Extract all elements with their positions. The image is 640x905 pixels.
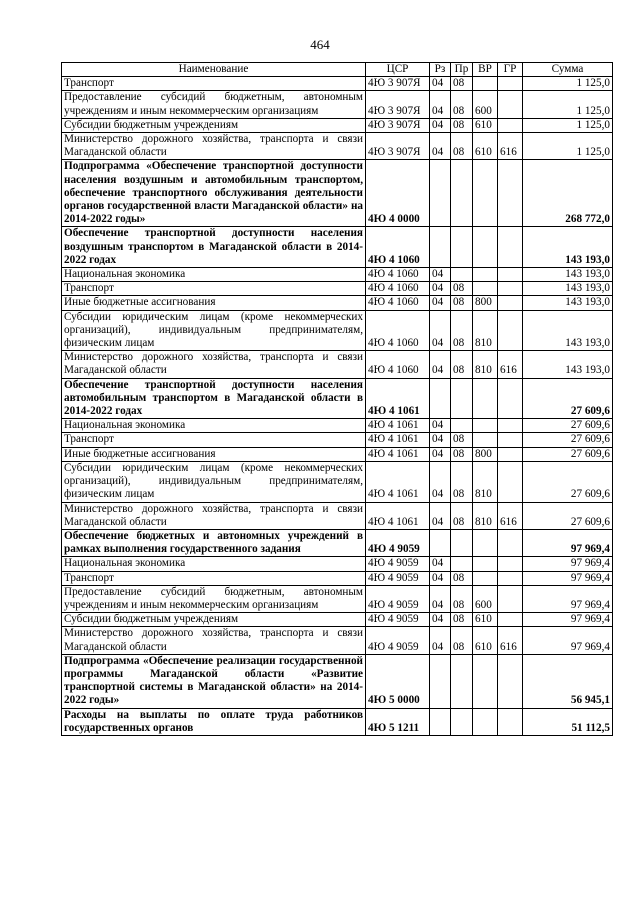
cell-vr: 600 — [473, 91, 498, 118]
cell-csr: 4Ю 4 1061 — [366, 378, 430, 419]
cell-gr: 616 — [498, 351, 523, 378]
cell-vr — [473, 268, 498, 282]
cell-vr — [473, 378, 498, 419]
cell-sum: 268 772,0 — [523, 160, 613, 227]
cell-sum: 97 969,4 — [523, 529, 613, 556]
cell-pr: 08 — [451, 282, 473, 296]
cell-csr: 4Ю 4 9059 — [366, 557, 430, 571]
header-gr: ГР — [498, 63, 523, 77]
cell-vr — [473, 282, 498, 296]
cell-vr: 610 — [473, 627, 498, 654]
cell-vr — [473, 708, 498, 735]
cell-rz — [430, 708, 451, 735]
cell-pr — [451, 160, 473, 227]
cell-csr: 4Ю 4 1061 — [366, 461, 430, 502]
cell-vr — [473, 571, 498, 585]
table-row — [62, 77, 613, 91]
cell-name: Субсидии бюджетным учреждениям — [62, 118, 366, 132]
cell-pr: 08 — [451, 461, 473, 502]
cell-gr — [498, 571, 523, 585]
header-vr: ВР — [473, 63, 498, 77]
cell-vr — [473, 557, 498, 571]
cell-csr: 4Ю 4 9059 — [366, 529, 430, 556]
cell-pr: 08 — [451, 91, 473, 118]
cell-csr: 4Ю 3 907Я — [366, 77, 430, 91]
header-csr: ЦСР — [366, 63, 430, 77]
cell-gr — [498, 585, 523, 612]
cell-csr: 4Ю 3 907Я — [366, 118, 430, 132]
cell-sum: 143 193,0 — [523, 268, 613, 282]
table-row — [62, 351, 613, 378]
cell-pr — [451, 529, 473, 556]
budget-table — [61, 62, 613, 736]
cell-rz: 04 — [430, 613, 451, 627]
cell-pr: 08 — [451, 613, 473, 627]
cell-csr: 4Ю 4 9059 — [366, 571, 430, 585]
cell-csr: 4Ю 4 9059 — [366, 627, 430, 654]
cell-rz: 04 — [430, 296, 451, 310]
cell-rz — [430, 529, 451, 556]
cell-vr: 800 — [473, 447, 498, 461]
cell-pr — [451, 378, 473, 419]
cell-name: Министерство дорожного хозяйства, транспорта и связи Магаданской области — [62, 133, 366, 160]
cell-csr: 4Ю 4 1060 — [366, 268, 430, 282]
cell-name: Подпрограмма «Обеспечение транспортной доступности населения воздушным и автомобильным транспортом, обеспечение транспортного обслуживания деятельности органов государственной власти Магаданской области» на 2014-2022 годы» — [62, 160, 366, 227]
header-name: Наименование — [62, 63, 366, 77]
cell-name: Предоставление субсидий бюджетным, автономным учреждениям и иным некоммерческим организациям — [62, 585, 366, 612]
cell-pr: 08 — [451, 351, 473, 378]
cell-csr: 4Ю 4 1060 — [366, 296, 430, 310]
cell-name: Расходы на выплаты по оплате труда работников государственных органов — [62, 708, 366, 735]
cell-pr — [451, 419, 473, 433]
table-row — [62, 627, 613, 654]
cell-rz: 04 — [430, 282, 451, 296]
cell-vr: 810 — [473, 461, 498, 502]
table-row — [62, 268, 613, 282]
cell-gr — [498, 227, 523, 268]
cell-vr: 810 — [473, 502, 498, 529]
cell-vr — [473, 433, 498, 447]
cell-sum: 1 125,0 — [523, 91, 613, 118]
cell-rz: 04 — [430, 268, 451, 282]
cell-csr: 4Ю 5 1211 — [366, 708, 430, 735]
cell-pr: 08 — [451, 627, 473, 654]
cell-sum: 97 969,4 — [523, 557, 613, 571]
cell-vr: 810 — [473, 351, 498, 378]
cell-csr: 4Ю 4 1060 — [366, 310, 430, 351]
cell-sum: 1 125,0 — [523, 118, 613, 132]
table-row — [62, 433, 613, 447]
table-row — [62, 613, 613, 627]
cell-rz: 04 — [430, 447, 451, 461]
cell-rz: 04 — [430, 461, 451, 502]
cell-sum: 97 969,4 — [523, 613, 613, 627]
table-row — [62, 654, 613, 708]
cell-sum: 143 193,0 — [523, 227, 613, 268]
cell-csr: 4Ю 4 1061 — [366, 419, 430, 433]
cell-pr: 08 — [451, 296, 473, 310]
table-body — [62, 77, 613, 736]
header-rz: Рз — [430, 63, 451, 77]
cell-gr — [498, 378, 523, 419]
page-number: 464 — [310, 37, 330, 52]
table-row — [62, 378, 613, 419]
cell-sum: 143 193,0 — [523, 296, 613, 310]
cell-name: Транспорт — [62, 77, 366, 91]
table-row — [62, 282, 613, 296]
cell-rz: 04 — [430, 502, 451, 529]
table-row — [62, 585, 613, 612]
cell-csr: 4Ю 4 1061 — [366, 447, 430, 461]
cell-vr: 810 — [473, 310, 498, 351]
header-pr: Пр — [451, 63, 473, 77]
table-row — [62, 708, 613, 735]
cell-pr — [451, 708, 473, 735]
cell-sum: 27 609,6 — [523, 378, 613, 419]
cell-sum: 27 609,6 — [523, 419, 613, 433]
cell-csr: 4Ю 4 1060 — [366, 351, 430, 378]
cell-rz — [430, 378, 451, 419]
cell-name: Субсидии юридическим лицам (кроме некоммерческих организаций), индивидуальным предпринимателям, физическим лицам — [62, 461, 366, 502]
cell-pr — [451, 227, 473, 268]
cell-rz: 04 — [430, 557, 451, 571]
table-row — [62, 502, 613, 529]
table-row — [62, 91, 613, 118]
cell-sum: 97 969,4 — [523, 627, 613, 654]
cell-vr — [473, 227, 498, 268]
cell-name: Министерство дорожного хозяйства, транспорта и связи Магаданской области — [62, 502, 366, 529]
cell-gr — [498, 419, 523, 433]
cell-vr — [473, 77, 498, 91]
table-row — [62, 419, 613, 433]
table-row — [62, 227, 613, 268]
cell-pr: 08 — [451, 77, 473, 91]
cell-name: Транспорт — [62, 571, 366, 585]
cell-pr: 08 — [451, 433, 473, 447]
cell-rz — [430, 227, 451, 268]
cell-gr — [498, 557, 523, 571]
cell-pr: 08 — [451, 571, 473, 585]
table-row — [62, 447, 613, 461]
cell-sum: 56 945,1 — [523, 654, 613, 708]
cell-name: Иные бюджетные ассигнования — [62, 296, 366, 310]
cell-gr: 616 — [498, 627, 523, 654]
cell-pr: 08 — [451, 310, 473, 351]
cell-rz: 04 — [430, 310, 451, 351]
cell-gr — [498, 296, 523, 310]
cell-gr — [498, 529, 523, 556]
cell-rz: 04 — [430, 571, 451, 585]
cell-name: Обеспечение транспортной доступности населения воздушным транспортом в Магаданской области в 2014-2022 годах — [62, 227, 366, 268]
cell-name: Обеспечение транспортной доступности населения автомобильным транспортом в Магаданской области в 2014-2022 годах — [62, 378, 366, 419]
cell-gr: 616 — [498, 133, 523, 160]
table-row — [62, 133, 613, 160]
table-row — [62, 557, 613, 571]
cell-name: Министерство дорожного хозяйства, транспорта и связи Магаданской области — [62, 627, 366, 654]
cell-gr — [498, 282, 523, 296]
cell-rz: 04 — [430, 351, 451, 378]
cell-pr — [451, 654, 473, 708]
cell-csr: 4Ю 3 907Я — [366, 91, 430, 118]
cell-gr — [498, 77, 523, 91]
cell-csr: 4Ю 4 9059 — [366, 585, 430, 612]
cell-name: Предоставление субсидий бюджетным, автономным учреждениям и иным некоммерческим организациям — [62, 91, 366, 118]
cell-pr — [451, 268, 473, 282]
cell-csr: 4Ю 4 1061 — [366, 433, 430, 447]
cell-vr: 610 — [473, 118, 498, 132]
cell-vr: 600 — [473, 585, 498, 612]
cell-name: Министерство дорожного хозяйства, транспорта и связи Магаданской области — [62, 351, 366, 378]
cell-pr: 08 — [451, 502, 473, 529]
cell-rz: 04 — [430, 419, 451, 433]
table-header-row — [62, 63, 613, 77]
table-row — [62, 571, 613, 585]
cell-name: Национальная экономика — [62, 268, 366, 282]
cell-rz — [430, 160, 451, 227]
cell-vr — [473, 160, 498, 227]
cell-gr — [498, 91, 523, 118]
cell-gr — [498, 310, 523, 351]
cell-sum: 27 609,6 — [523, 461, 613, 502]
cell-csr: 4Ю 3 907Я — [366, 133, 430, 160]
header-sum: Сумма — [523, 63, 613, 77]
table-row — [62, 310, 613, 351]
cell-name: Транспорт — [62, 282, 366, 296]
cell-rz: 04 — [430, 118, 451, 132]
cell-pr: 08 — [451, 585, 473, 612]
cell-name: Субсидии юридическим лицам (кроме некоммерческих организаций), индивидуальным предпринимателям, физическим лицам — [62, 310, 366, 351]
cell-sum: 27 609,6 — [523, 502, 613, 529]
table-row — [62, 461, 613, 502]
cell-rz: 04 — [430, 585, 451, 612]
cell-name: Транспорт — [62, 433, 366, 447]
cell-rz: 04 — [430, 77, 451, 91]
table-row — [62, 529, 613, 556]
cell-sum: 27 609,6 — [523, 433, 613, 447]
table-row — [62, 118, 613, 132]
cell-rz: 04 — [430, 91, 451, 118]
cell-name: Подпрограмма «Обеспечение реализации государственной программы Магаданской области «Развитие транспортной системы в Магаданской области» на 2014-2022 годы» — [62, 654, 366, 708]
cell-gr — [498, 118, 523, 132]
cell-sum: 143 193,0 — [523, 310, 613, 351]
cell-sum: 97 969,4 — [523, 571, 613, 585]
cell-sum: 1 125,0 — [523, 77, 613, 91]
cell-pr: 08 — [451, 133, 473, 160]
cell-sum: 143 193,0 — [523, 282, 613, 296]
cell-csr: 4Ю 4 1061 — [366, 502, 430, 529]
cell-gr — [498, 447, 523, 461]
cell-rz: 04 — [430, 627, 451, 654]
cell-gr — [498, 433, 523, 447]
cell-csr: 4Ю 4 1060 — [366, 227, 430, 268]
cell-sum: 27 609,6 — [523, 447, 613, 461]
cell-pr: 08 — [451, 118, 473, 132]
cell-csr: 4Ю 4 0000 — [366, 160, 430, 227]
cell-gr — [498, 268, 523, 282]
cell-sum: 1 125,0 — [523, 133, 613, 160]
cell-name: Национальная экономика — [62, 557, 366, 571]
cell-pr: 08 — [451, 447, 473, 461]
cell-name: Субсидии бюджетным учреждениям — [62, 613, 366, 627]
cell-csr: 4Ю 4 1060 — [366, 282, 430, 296]
cell-vr: 610 — [473, 133, 498, 160]
cell-name: Национальная экономика — [62, 419, 366, 433]
cell-vr — [473, 529, 498, 556]
cell-pr — [451, 557, 473, 571]
cell-rz: 04 — [430, 433, 451, 447]
cell-vr — [473, 419, 498, 433]
cell-gr — [498, 613, 523, 627]
cell-vr: 800 — [473, 296, 498, 310]
cell-gr: 616 — [498, 502, 523, 529]
cell-rz: 04 — [430, 133, 451, 160]
table-row — [62, 296, 613, 310]
table-row — [62, 160, 613, 227]
cell-gr — [498, 160, 523, 227]
cell-sum: 51 112,5 — [523, 708, 613, 735]
cell-vr — [473, 654, 498, 708]
cell-sum: 97 969,4 — [523, 585, 613, 612]
cell-sum: 143 193,0 — [523, 351, 613, 378]
cell-rz — [430, 654, 451, 708]
cell-gr — [498, 708, 523, 735]
cell-name: Обеспечение бюджетных и автономных учреждений в рамках выполнения государственного задания — [62, 529, 366, 556]
cell-gr — [498, 654, 523, 708]
cell-vr: 610 — [473, 613, 498, 627]
cell-gr — [498, 461, 523, 502]
cell-csr: 4Ю 4 9059 — [366, 613, 430, 627]
cell-name: Иные бюджетные ассигнования — [62, 447, 366, 461]
cell-csr: 4Ю 5 0000 — [366, 654, 430, 708]
